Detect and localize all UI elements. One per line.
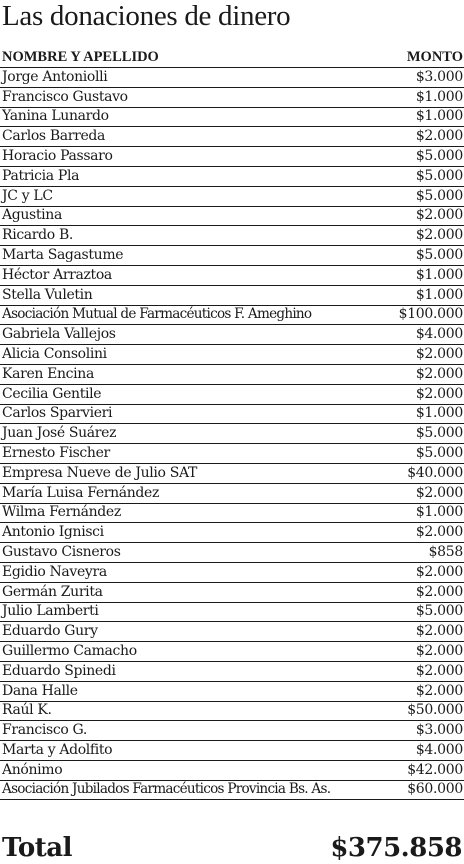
column-header-name: NOMBRE Y APELLIDO (2, 49, 159, 65)
donation-amount: $1.000 (415, 266, 463, 283)
donation-amount: $1.000 (415, 504, 463, 521)
table-row (0, 68, 464, 88)
total-label: Total (2, 833, 72, 863)
total-amount: $375.858 (330, 833, 462, 863)
donor-name: Marta Sagastume (2, 246, 124, 263)
donor-name: Agustina (2, 207, 62, 224)
table-row (0, 207, 464, 227)
table-row (0, 484, 464, 504)
table-row (0, 504, 464, 524)
donor-name: Francisco Gustavo (2, 88, 128, 105)
donor-name: Horacio Passaro (2, 147, 113, 164)
donation-amount: $2.000 (415, 345, 463, 362)
donation-amount: $2.000 (415, 642, 463, 659)
table-row (0, 721, 464, 741)
table-row (0, 127, 464, 147)
donor-name: María Luisa Fernández (2, 484, 159, 501)
donation-amount: $4.000 (415, 326, 463, 343)
donor-name: Juan José Suárez (2, 425, 117, 442)
donor-name: Jorge Antoniolli (2, 68, 108, 85)
table-row (0, 603, 464, 623)
donation-amount: $60.000 (407, 781, 463, 798)
table-row (0, 543, 464, 563)
donation-amount: $1.000 (415, 108, 463, 125)
table-row (0, 662, 464, 682)
donor-name: Empresa Nueve de Julio SAT (2, 464, 197, 481)
table-row (0, 741, 464, 761)
donor-name: Egidio Naveyra (2, 563, 107, 580)
donor-name: Eduardo Spinedi (2, 662, 116, 679)
table-row (0, 444, 464, 464)
donor-name: Guillermo Camacho (2, 642, 137, 659)
donor-name: Asociación Jubilados Farmacéuticos Provincia Bs. As. (2, 781, 331, 798)
donation-amount: $2.000 (415, 385, 463, 402)
donation-amount: $4.000 (415, 741, 463, 758)
table-row (0, 424, 464, 444)
donation-amount: $2.000 (415, 524, 463, 541)
table-row (0, 147, 464, 167)
donor-name: Alicia Consolini (2, 345, 107, 362)
donor-name: Stella Vuletin (2, 286, 93, 303)
table-row (0, 88, 464, 108)
donation-amount: $100.000 (398, 306, 463, 323)
donation-amount: $5.000 (415, 425, 463, 442)
table-row (0, 761, 464, 781)
donation-amount: $2.000 (415, 128, 463, 145)
donation-amount: $50.000 (407, 702, 463, 719)
table-row (0, 583, 464, 603)
donation-amount: $3.000 (415, 68, 463, 85)
donations-table (0, 48, 464, 800)
table-row (0, 622, 464, 642)
donor-name: Gabriela Vallejos (2, 326, 116, 343)
table-row (0, 563, 464, 583)
donor-name: Dana Halle (2, 682, 78, 699)
donor-name: Patricia Pla (2, 167, 80, 184)
donation-amount: $1.000 (415, 286, 463, 303)
table-row (0, 306, 464, 326)
table-row (0, 167, 464, 187)
table-row (0, 642, 464, 662)
donor-name: Anónimo (2, 761, 63, 778)
donation-amount: $2.000 (415, 227, 463, 244)
donor-name: Francisco G. (2, 722, 87, 739)
donor-name: Germán Zurita (2, 583, 103, 600)
table-row (0, 226, 464, 246)
table-body (0, 68, 464, 800)
donation-amount: $2.000 (415, 484, 463, 501)
donation-amount: $42.000 (407, 761, 463, 778)
donation-amount: $2.000 (415, 207, 463, 224)
donation-amount: $3.000 (415, 722, 463, 739)
donor-name: Ricardo B. (2, 227, 73, 244)
table-header (0, 48, 464, 68)
donor-name: Julio Lamberti (2, 603, 99, 620)
table-row (0, 682, 464, 702)
donor-name: Carlos Sparvieri (2, 405, 113, 422)
table-row (0, 246, 464, 266)
donor-name: Ernesto Fischer (2, 444, 110, 461)
donation-amount: $5.000 (415, 187, 463, 204)
donor-name: Cecilia Gentile (2, 385, 102, 402)
table-row (0, 325, 464, 345)
donor-name: JC y LC (2, 187, 53, 204)
donor-name: Gustavo Cisneros (2, 543, 121, 560)
donor-name: Karen Encina (2, 365, 94, 382)
donation-amount: $40.000 (407, 464, 463, 481)
donor-name: Eduardo Gury (2, 623, 98, 640)
donation-amount: $5.000 (415, 246, 463, 263)
table-row (0, 702, 464, 722)
donation-amount: $2.000 (415, 583, 463, 600)
donor-name: Raúl K. (2, 702, 52, 719)
table-row (0, 781, 464, 801)
table-row (0, 523, 464, 543)
table-row (0, 345, 464, 365)
table-row (0, 464, 464, 484)
table-row (0, 385, 464, 405)
donation-amount: $2.000 (415, 662, 463, 679)
column-header-amount: MONTO (406, 49, 463, 65)
donation-amount: $1.000 (415, 88, 463, 105)
donor-name: Marta y Adolfito (2, 741, 113, 758)
donation-amount: $5.000 (415, 444, 463, 461)
donation-amount: $858 (428, 543, 463, 560)
donor-name: Wilma Fernández (2, 504, 121, 521)
donation-amount: $2.000 (415, 563, 463, 580)
donor-name: Carlos Barreda (2, 128, 106, 145)
donor-name: Yanina Lunardo (2, 108, 109, 125)
table-row (0, 108, 464, 128)
table-row (0, 365, 464, 385)
donation-amount: $5.000 (415, 147, 463, 164)
page-title: Las donaciones de dinero (2, 0, 291, 32)
table-row (0, 187, 464, 207)
donation-amount: $1.000 (415, 405, 463, 422)
donor-name: Asociación Mutual de Farmacéuticos F. Ameghino (2, 306, 312, 323)
donor-name: Héctor Arraztoa (2, 266, 112, 283)
total-row (0, 832, 464, 864)
table-row (0, 266, 464, 286)
donation-amount: $2.000 (415, 623, 463, 640)
donation-amount: $5.000 (415, 167, 463, 184)
table-row (0, 405, 464, 425)
donation-amount: $2.000 (415, 682, 463, 699)
donor-name: Antonio Ignisci (2, 524, 104, 541)
donation-amount: $2.000 (415, 365, 463, 382)
table-row (0, 286, 464, 306)
donation-amount: $5.000 (415, 603, 463, 620)
